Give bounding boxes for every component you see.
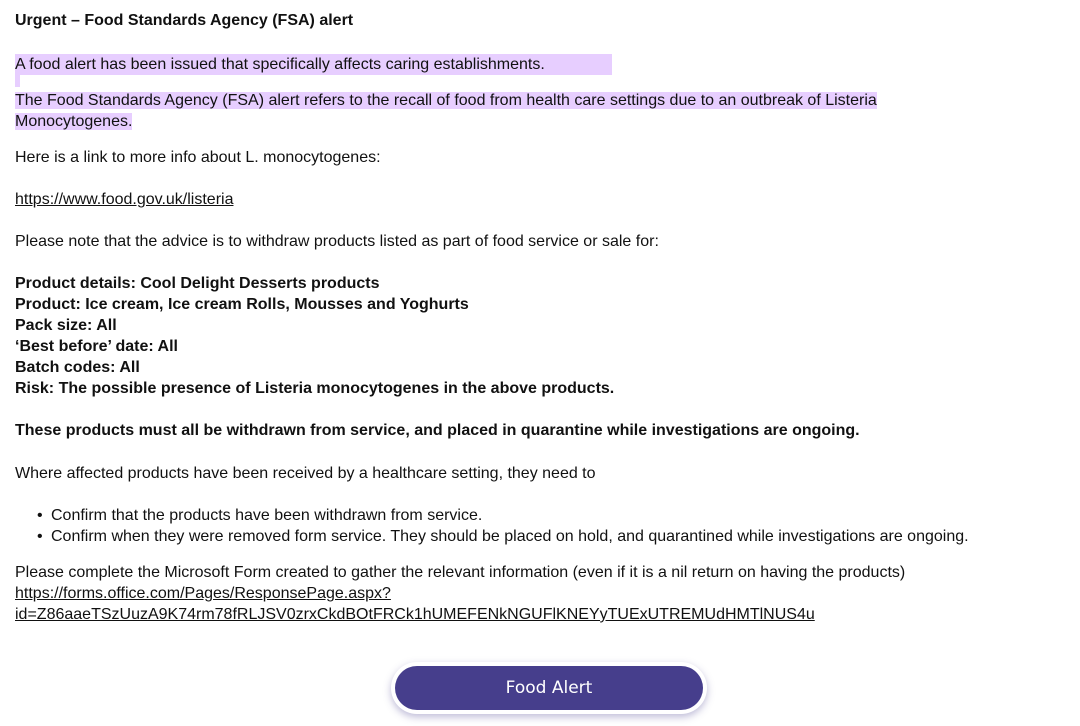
food-alert-button[interactable]: Food Alert bbox=[395, 666, 703, 710]
bullet-icon: • bbox=[37, 507, 43, 524]
form-link-part2: id=Z86aaeTSzUuzA9K74rm78fRLJSV0zrxCkdBOtFRCk1hUMEFENkNGUFlKNEYyTUExUTREMUdHMTlNUS4u bbox=[15, 606, 815, 623]
detail-best-before: ‘Best before’ date: All bbox=[15, 338, 178, 355]
detail-batch-codes: Batch codes: All bbox=[15, 359, 140, 376]
alert-content bbox=[15, 10, 1077, 625]
withdrawn-notice: These products must all be withdrawn from service, and placed in quarantine while investigations are ongoing. bbox=[15, 422, 860, 439]
received-intro: Where affected products have been received by a healthcare setting, they need to bbox=[15, 465, 596, 482]
action-list bbox=[15, 505, 1077, 547]
alert-refers-paragraph bbox=[15, 90, 975, 132]
alert-refers-text: The Food Standards Agency (FSA) alert refers to the recall of food from health care settings due to an outbreak of Listeria Monocytogenes. bbox=[15, 92, 877, 130]
detail-pack-size: Pack size: All bbox=[15, 317, 117, 334]
list-item bbox=[35, 505, 1077, 526]
detail-product: Product: Ice cream, Ice cream Rolls, Mousses and Yoghurts bbox=[15, 296, 469, 313]
list-item bbox=[35, 526, 1077, 547]
food-alert-button-frame bbox=[391, 662, 707, 714]
detail-product-details: Product details: Cool Delight Desserts products bbox=[15, 275, 380, 292]
info-intro: Here is a link to more info about L. monocytogenes: bbox=[15, 149, 381, 166]
info-link-paragraph bbox=[15, 189, 1077, 210]
bullet-icon: • bbox=[37, 528, 43, 545]
product-details bbox=[15, 273, 1077, 399]
highlight-fragment bbox=[15, 75, 20, 87]
form-link-part1: https://forms.office.com/Pages/ResponsePage.aspx? bbox=[15, 585, 391, 602]
microsoft-form-link[interactable] bbox=[15, 585, 815, 623]
form-paragraph bbox=[15, 562, 975, 625]
form-text: Please complete the Microsoft Form created to gather the relevant information (even if it is a nil return on having the products) bbox=[15, 564, 906, 581]
action-text: Confirm when they were removed form service. They should be placed on hold, and quarantined while investigations are ongoing. bbox=[51, 528, 969, 545]
intro-paragraph bbox=[15, 54, 1077, 87]
intro-text: A food alert has been issued that specifically affects caring establishments. bbox=[15, 54, 612, 75]
detail-risk: Risk: The possible presence of Listeria monocytogenes in the above products. bbox=[15, 380, 615, 397]
action-text: Confirm that the products have been withdrawn from service. bbox=[51, 507, 483, 524]
alert-heading: Urgent – Food Standards Agency (FSA) alert bbox=[15, 12, 354, 29]
listeria-info-link[interactable]: https://www.food.gov.uk/listeria bbox=[15, 191, 234, 208]
advice-paragraph: Please note that the advice is to withdraw products listed as part of food service or sale for: bbox=[15, 233, 659, 250]
